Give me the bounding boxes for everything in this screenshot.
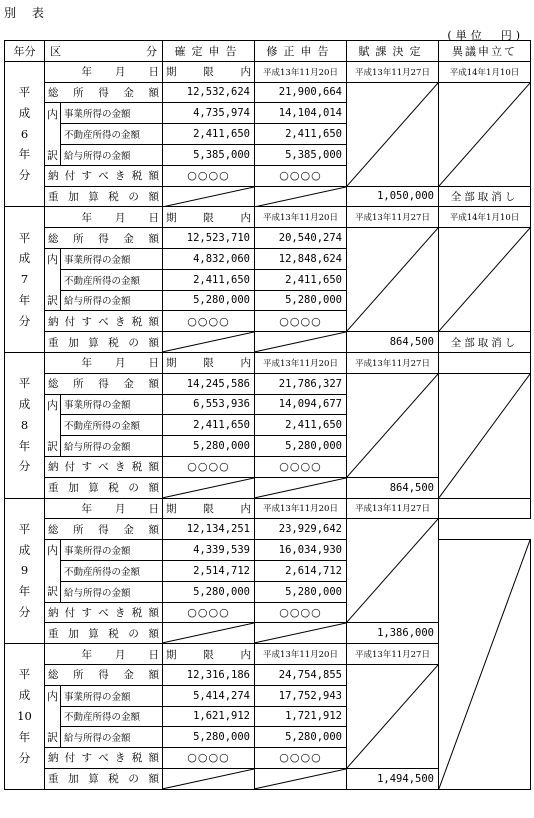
trans-label: 訳 <box>45 290 61 311</box>
total-amended: 20,540,274 <box>255 228 347 249</box>
penalty-objection: 全部取消し <box>439 332 531 353</box>
penalty-confirmed-diagonal <box>163 477 255 498</box>
year-char: 平 <box>18 376 31 391</box>
total-label: 総 所 得 金 額 <box>45 519 163 540</box>
total-label: 総 所 得 金 額 <box>45 228 163 249</box>
salary-amended: 5,280,000 <box>255 727 347 748</box>
business-amended: 17,752,943 <box>255 685 347 706</box>
total-amended: 24,754,855 <box>255 664 347 685</box>
year-char: 平 <box>18 667 31 682</box>
penalty-assessment: 864,500 <box>347 477 439 498</box>
total-confirmed: 12,316,186 <box>163 664 255 685</box>
year-char: 7 <box>20 272 29 287</box>
salary-label: 給与所得の金額 <box>61 581 163 602</box>
penalty-confirmed-diagonal <box>163 623 255 644</box>
total-amended: 21,786,327 <box>255 373 347 394</box>
penalty-confirmed-diagonal-line <box>163 478 254 498</box>
date-row <box>5 61 531 82</box>
payable-label: 納 付 す べ き 税 額 <box>45 311 163 332</box>
penalty-confirmed-diagonal <box>163 768 255 789</box>
header-category: 区 分 <box>45 41 163 62</box>
year-char: 年 <box>18 584 31 599</box>
date-label: 年 月 日 <box>45 498 163 519</box>
date-label: 年 月 日 <box>45 207 163 228</box>
payable-label: 納 付 す べ き 税 額 <box>45 602 163 623</box>
date-label: 年 月 日 <box>45 352 163 373</box>
assessment-diagonal-line <box>347 665 438 768</box>
date-row <box>5 352 531 373</box>
realestate-confirmed: 2,514,712 <box>163 560 255 581</box>
payable-confirmed: ○○○○ <box>163 602 255 623</box>
inner-spacer <box>45 560 61 581</box>
business-row <box>5 540 531 561</box>
realestate-amended: 2,614,712 <box>255 560 347 581</box>
assessment-diagonal <box>347 373 439 477</box>
date-amended: 平成13年11月20日 <box>255 644 347 665</box>
date-assessment: 平成13年11月27日 <box>347 207 439 228</box>
objection-diagonal-line <box>439 83 530 186</box>
penalty-assessment: 1,494,500 <box>347 768 439 789</box>
year-char: 9 <box>20 563 29 578</box>
year-label <box>5 207 45 353</box>
assessment-diagonal <box>347 664 439 768</box>
penalty-confirmed-diagonal-line <box>163 623 254 643</box>
salary-confirmed: 5,280,000 <box>163 436 255 457</box>
assessment-diagonal-line <box>347 228 438 331</box>
realestate-label: 不動産所得の金額 <box>61 415 163 436</box>
business-amended: 14,104,014 <box>255 103 347 124</box>
inner-spacer <box>45 269 61 290</box>
realestate-confirmed: 2,411,650 <box>163 415 255 436</box>
date-row <box>5 207 531 228</box>
date-label: 年 月 日 <box>45 61 163 82</box>
year-char: 平 <box>18 521 31 536</box>
date-assessment: 平成13年11月27日 <box>347 644 439 665</box>
total-row <box>5 82 531 103</box>
header-assessment: 賦課決定 <box>347 41 439 62</box>
business-label: 事業所得の金額 <box>61 103 163 124</box>
business-confirmed: 4,832,060 <box>163 248 255 269</box>
penalty-amended-diagonal-line <box>255 623 346 643</box>
total-row <box>5 228 531 249</box>
year-label <box>5 644 45 790</box>
date-amended: 平成13年11月20日 <box>255 498 347 519</box>
objection-diagonal <box>439 82 531 186</box>
header-row <box>5 41 531 62</box>
total-label: 総 所 得 金 額 <box>45 373 163 394</box>
salary-confirmed: 5,280,000 <box>163 290 255 311</box>
salary-label: 給与所得の金額 <box>61 144 163 165</box>
realestate-amended: 2,411,650 <box>255 269 347 290</box>
realestate-label: 不動産所得の金額 <box>61 560 163 581</box>
date-objection <box>439 498 531 519</box>
date-assessment: 平成13年11月27日 <box>347 498 439 519</box>
document-title: 別 表 <box>4 6 50 20</box>
date-objection: 平成14年1月10日 <box>439 61 531 82</box>
realestate-label: 不動産所得の金額 <box>61 706 163 727</box>
date-confirmed: 期 限 内 <box>163 207 255 228</box>
objection-diagonal <box>439 228 531 332</box>
header-confirmed: 確定申告 <box>163 41 255 62</box>
year-char: 分 <box>18 313 31 328</box>
inner-label: 内 <box>45 540 61 561</box>
inner-spacer <box>45 124 61 145</box>
payable-confirmed: ○○○○ <box>163 165 255 186</box>
salary-label: 給与所得の金額 <box>61 436 163 457</box>
total-label: 総 所 得 金 額 <box>45 82 163 103</box>
header-year: 年分 <box>5 41 45 62</box>
date-amended: 平成13年11月20日 <box>255 207 347 228</box>
header-objection: 異議申立て <box>439 41 531 62</box>
payable-amended: ○○○○ <box>255 456 347 477</box>
date-assessment: 平成13年11月27日 <box>347 352 439 373</box>
year-char: 分 <box>18 168 31 183</box>
date-amended: 平成13年11月20日 <box>255 352 347 373</box>
year-char: 分 <box>18 605 31 620</box>
business-confirmed: 4,339,539 <box>163 540 255 561</box>
penalty-confirmed-diagonal-line <box>163 769 254 789</box>
salary-amended: 5,385,000 <box>255 144 347 165</box>
payable-confirmed: ○○○○ <box>163 456 255 477</box>
payable-amended: ○○○○ <box>255 165 347 186</box>
business-confirmed: 6,553,936 <box>163 394 255 415</box>
penalty-amended-diagonal-line <box>255 478 346 498</box>
year-char: 分 <box>18 459 31 474</box>
salary-label: 給与所得の金額 <box>61 727 163 748</box>
penalty-label: 重 加 算 税 の 額 <box>45 477 163 498</box>
date-confirmed: 期 限 内 <box>163 352 255 373</box>
penalty-amended-diagonal <box>255 477 347 498</box>
trans-label: 訳 <box>45 144 61 165</box>
payable-label: 納 付 す べ き 税 額 <box>45 456 163 477</box>
penalty-label: 重 加 算 税 の 額 <box>45 332 163 353</box>
business-label: 事業所得の金額 <box>61 248 163 269</box>
salary-confirmed: 5,385,000 <box>163 144 255 165</box>
penalty-amended-diagonal-line <box>255 187 346 207</box>
assessment-diagonal <box>347 519 439 623</box>
year-char: 成 <box>18 542 31 557</box>
assessment-diagonal <box>347 82 439 186</box>
realestate-amended: 2,411,650 <box>255 124 347 145</box>
business-amended: 12,848,624 <box>255 248 347 269</box>
unit-label: (単位 円) <box>447 29 524 42</box>
inner-label: 内 <box>45 685 61 706</box>
business-label: 事業所得の金額 <box>61 685 163 706</box>
payable-amended: ○○○○ <box>255 748 347 769</box>
penalty-amended-diagonal-line <box>255 769 346 789</box>
year-char: 6 <box>20 126 29 141</box>
tax-table <box>4 40 531 790</box>
total-row <box>5 373 531 394</box>
year-char: 8 <box>20 417 29 432</box>
penalty-confirmed-diagonal-line <box>163 187 254 207</box>
payable-confirmed: ○○○○ <box>163 748 255 769</box>
inner-spacer <box>45 706 61 727</box>
penalty-amended-diagonal <box>255 623 347 644</box>
objection-diagonal-line <box>439 540 530 789</box>
date-amended: 平成13年11月20日 <box>255 61 347 82</box>
penalty-row <box>5 332 531 353</box>
penalty-confirmed-diagonal <box>163 332 255 353</box>
salary-label: 給与所得の金額 <box>61 290 163 311</box>
salary-amended: 5,280,000 <box>255 581 347 602</box>
realestate-confirmed: 2,411,650 <box>163 124 255 145</box>
penalty-amended-diagonal-line <box>255 332 346 352</box>
business-confirmed: 4,735,974 <box>163 103 255 124</box>
penalty-assessment: 1,050,000 <box>347 186 439 207</box>
business-amended: 14,094,677 <box>255 394 347 415</box>
penalty-label: 重 加 算 税 の 額 <box>45 768 163 789</box>
assessment-diagonal-line <box>347 519 438 622</box>
business-confirmed: 5,414,274 <box>163 685 255 706</box>
total-amended: 21,900,664 <box>255 82 347 103</box>
salary-confirmed: 5,280,000 <box>163 581 255 602</box>
year-char: 平 <box>18 230 31 245</box>
year-label <box>5 61 45 207</box>
total-confirmed: 12,134,251 <box>163 519 255 540</box>
inner-label: 内 <box>45 248 61 269</box>
realestate-label: 不動産所得の金額 <box>61 269 163 290</box>
objection-diagonal-line <box>439 374 530 498</box>
payable-confirmed: ○○○○ <box>163 311 255 332</box>
realestate-amended: 2,411,650 <box>255 415 347 436</box>
year-char: 年 <box>18 147 31 162</box>
penalty-confirmed-diagonal <box>163 186 255 207</box>
penalty-assessment: 1,386,000 <box>347 623 439 644</box>
year-char: 平 <box>18 85 31 100</box>
business-amended: 16,034,930 <box>255 540 347 561</box>
date-objection <box>439 352 531 373</box>
business-label: 事業所得の金額 <box>61 540 163 561</box>
date-row <box>5 498 531 519</box>
inner-spacer <box>45 415 61 436</box>
total-row <box>5 519 531 540</box>
date-confirmed: 期 限 内 <box>163 498 255 519</box>
realestate-confirmed: 1,621,912 <box>163 706 255 727</box>
date-confirmed: 期 限 内 <box>163 61 255 82</box>
year-char: 成 <box>18 688 31 703</box>
trans-label: 訳 <box>45 436 61 457</box>
payable-amended: ○○○○ <box>255 602 347 623</box>
total-confirmed: 12,532,624 <box>163 82 255 103</box>
payable-label: 納 付 す べ き 税 額 <box>45 165 163 186</box>
realestate-label: 不動産所得の金額 <box>61 124 163 145</box>
year-char: 成 <box>18 105 31 120</box>
assessment-diagonal-line <box>347 83 438 186</box>
total-confirmed: 12,523,710 <box>163 228 255 249</box>
total-label: 総 所 得 金 額 <box>45 664 163 685</box>
year-char: 年 <box>18 438 31 453</box>
year-char: 年 <box>18 293 31 308</box>
date-confirmed: 期 限 内 <box>163 644 255 665</box>
trans-label: 訳 <box>45 727 61 748</box>
year-char: 分 <box>18 750 31 765</box>
objection-diagonal <box>439 373 531 498</box>
salary-confirmed: 5,280,000 <box>163 727 255 748</box>
business-label: 事業所得の金額 <box>61 394 163 415</box>
penalty-objection: 全部取消し <box>439 186 531 207</box>
payable-amended: ○○○○ <box>255 311 347 332</box>
date-label: 年 月 日 <box>45 644 163 665</box>
penalty-amended-diagonal <box>255 186 347 207</box>
trans-label: 訳 <box>45 581 61 602</box>
salary-amended: 5,280,000 <box>255 290 347 311</box>
inner-label: 内 <box>45 394 61 415</box>
salary-amended: 5,280,000 <box>255 436 347 457</box>
penalty-confirmed-diagonal-line <box>163 332 254 352</box>
year-char: 成 <box>18 397 31 412</box>
year-label <box>5 352 45 498</box>
objection-diagonal-line <box>439 228 530 331</box>
inner-label: 内 <box>45 103 61 124</box>
penalty-amended-diagonal <box>255 768 347 789</box>
header-amended: 修正申告 <box>255 41 347 62</box>
date-objection: 平成14年1月10日 <box>439 207 531 228</box>
penalty-label: 重 加 算 税 の 額 <box>45 623 163 644</box>
total-amended: 23,929,642 <box>255 519 347 540</box>
payable-label: 納 付 す べ き 税 額 <box>45 748 163 769</box>
year-char: 年 <box>18 729 31 744</box>
objection-diagonal <box>439 540 531 790</box>
penalty-amended-diagonal <box>255 332 347 353</box>
realestate-confirmed: 2,411,650 <box>163 269 255 290</box>
realestate-amended: 1,721,912 <box>255 706 347 727</box>
penalty-row <box>5 186 531 207</box>
date-assessment: 平成13年11月27日 <box>347 61 439 82</box>
total-confirmed: 14,245,586 <box>163 373 255 394</box>
year-label <box>5 498 45 644</box>
penalty-assessment: 864,500 <box>347 332 439 353</box>
penalty-label: 重 加 算 税 の 額 <box>45 186 163 207</box>
assessment-diagonal <box>347 228 439 332</box>
year-char: 成 <box>18 251 31 266</box>
year-char: 10 <box>17 709 32 723</box>
assessment-diagonal-line <box>347 374 438 477</box>
